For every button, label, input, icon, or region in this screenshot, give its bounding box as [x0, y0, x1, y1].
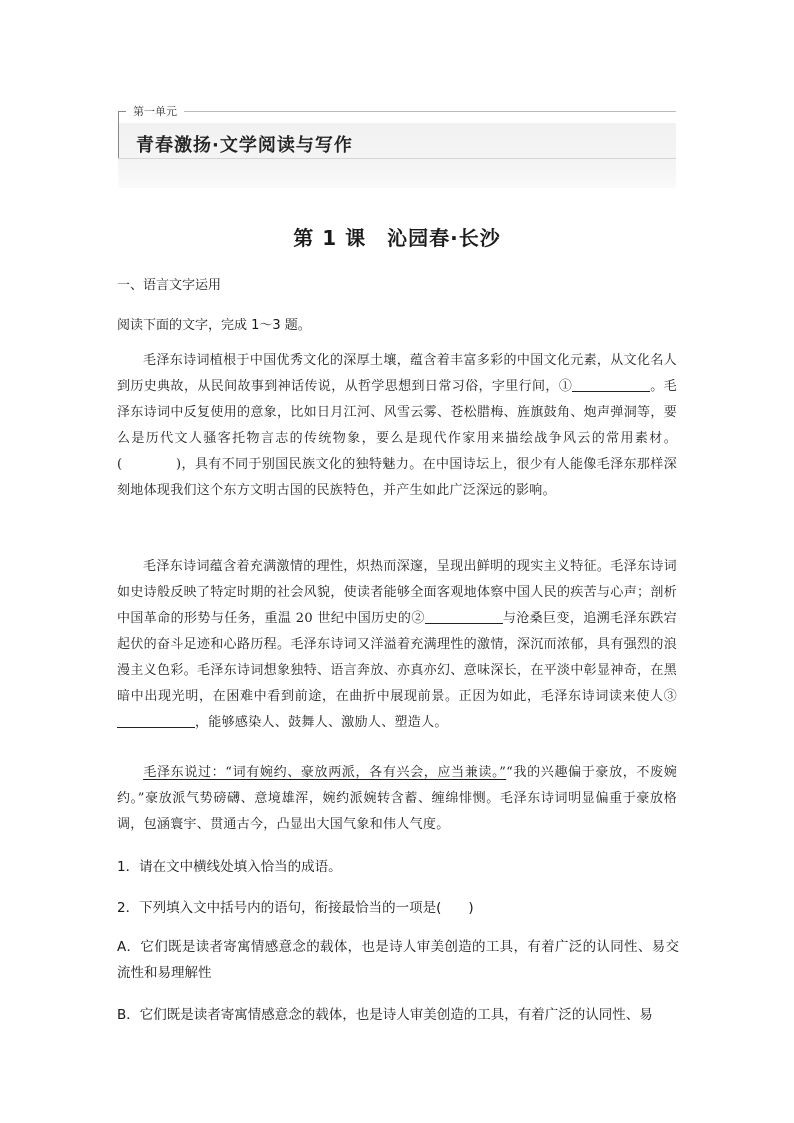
fill-blank-2[interactable]: [425, 609, 503, 624]
banner-rule-right: [184, 111, 676, 112]
underlined-quote: 毛泽东说过：“词有婉约、豪放两派，各有兴会，应当兼读。”: [143, 765, 507, 780]
reading-instruction: 阅读下面的文字，完成 1～3 题。: [117, 318, 311, 333]
unit-label: 第一单元: [133, 105, 177, 118]
paragraph-text: “我的兴趣偏于豪放，不废婉约。”豪放派气势磅礴、意境雄浑，婉约派婉转含蓄、缠绵悱恻。毛泽东诗词明显偏重于豪放格调，包涵寰宇、贯通古今，凸显出大国气象和伟人气度。: [117, 765, 677, 832]
section-heading: 一、语言文字运用: [117, 278, 222, 293]
blank-marker-1: ①: [558, 379, 573, 394]
paragraph-text: 毛泽东诗词蕴含着充满激情的理性，炽热而深邃，呈现出鲜明的现实主义特征。毛泽东诗词如史诗般反映了特定时期的社会风貌，使读者能够全面客观地体察中国人民的疾苦与心声；剖析中国革命的形势与任务，重温 20 世纪中国历史的: [117, 559, 677, 626]
blank-marker-3: ③: [663, 689, 677, 704]
banner-rule-top: [118, 111, 126, 112]
banner-rule-left: [118, 111, 119, 159]
paragraph-text: 与沧桑巨变，追溯毛泽东跌宕起伏的奋斗足迹和心路历程。毛泽东诗词又洋溢着充满理性的激情，深沉而浓郁，具有强烈的浪漫主义色彩。毛泽东诗词想象独特、语言奔放、亦真亦幻、意味深长，在平淡中彰显神奇，在黑暗中出现光明，在困难中看到前途，在曲折中展现前景。正因为如此，毛泽东诗词读来使人: [117, 611, 677, 704]
banner-separator: [118, 158, 676, 159]
fill-blank-1[interactable]: [572, 377, 650, 392]
unit-banner: [118, 98, 676, 188]
lesson-title: 第 1 课 沁园春·长沙: [293, 226, 501, 250]
paragraph-text: 。毛泽东诗词中反复使用的意象，比如日月江河、风雪云雾、苍松腊梅、旌旗鼓角、炮声弹洞等，要么是历代文人骚客托物言志的传统物象，要么是现代作家用来描绘战争风云的常用素材。( )，具有不同于别国民族文化的独特魅力。在中国诗坛上，很少有人能像毛泽东那样深刻地体现我们这个东方文明古国的民族特色，并产生如此广泛深远的影响。: [117, 379, 677, 498]
paragraph-text: ，能够感染人、鼓舞人、激励人、塑造人。: [195, 715, 448, 730]
question-1: 1．请在文中横线处填入恰当的成语。: [117, 859, 342, 875]
fill-blank-3[interactable]: [117, 713, 195, 728]
blank-marker-2: ②: [411, 611, 425, 626]
option-a[interactable]: A．它们既是读者寄寓情感意念的载体，也是诗人审美创造的工具，有着广泛的认同性、易交流性和易理解性: [117, 939, 679, 981]
passage-paragraph-2: [117, 554, 677, 736]
passage-paragraph-3: [117, 760, 677, 838]
unit-title: 青春激扬·文学阅读与写作: [136, 135, 353, 156]
paragraph-text: 毛泽东诗词植根于中国优秀文化的深厚土壤，蕴含着丰富多彩的中国文化元素，从文化名人到历史典故，从民间故事到神话传说，从哲学思想到日常习俗，字里行间，: [117, 353, 677, 394]
option-b[interactable]: B．它们既是读者寄寓情感意念的载体，也是诗人审美创造的工具，有着广泛的认同性、易: [117, 1007, 653, 1023]
question-2: 2．下列填入文中括号内的语句，衔接最恰当的一项是( ): [117, 900, 474, 916]
passage-paragraph-1: [117, 348, 677, 504]
